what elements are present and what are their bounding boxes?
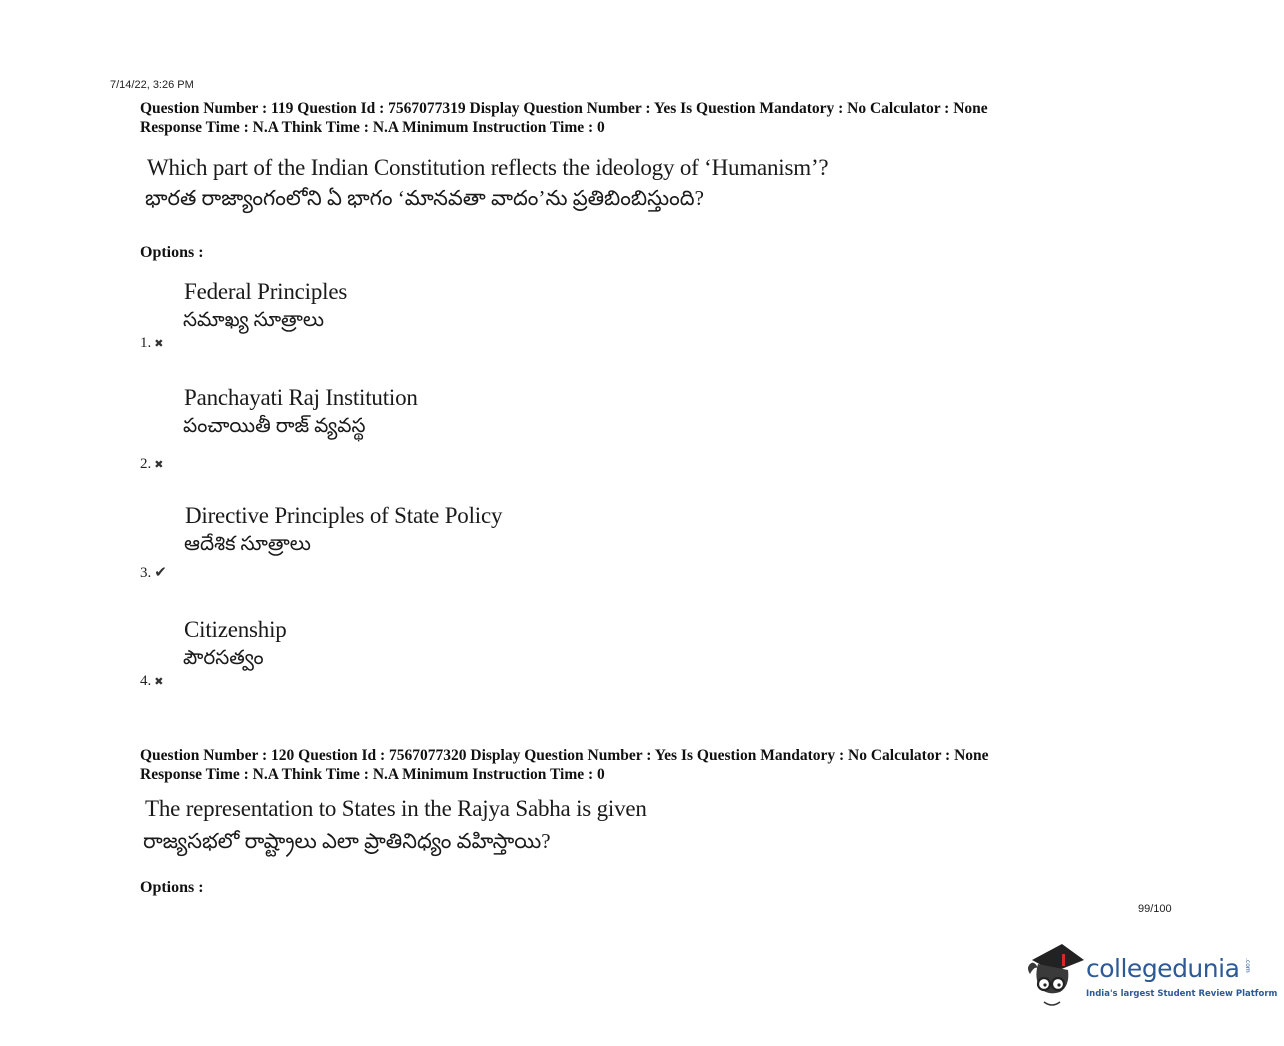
- question-120-text-telugu: రాజ్యసభలో రాష్ట్రాలు ఎలా ప్రాతినిధ్యం వహిస్తాయి?: [143, 829, 551, 853]
- question-120-meta-line2: Response Time : N.A Think Time : N.A Minimum Instruction Time : 0: [140, 766, 605, 783]
- option-2-text-english: Panchayati Raj Institution: [184, 385, 418, 410]
- option-3-text-telugu: ఆదేశిక సూత్రాలు: [184, 533, 311, 555]
- mascot-icon: [1024, 938, 1086, 1010]
- option-4-number-label: 4.: [140, 673, 152, 689]
- question-119-text-telugu: భారత రాజ్యాంగంలోని ఏ భాగం ‘మానవతా వాదం’ను ప్రతిబింబిస్తుంది?: [145, 186, 704, 210]
- option-1-number-label: 1.: [140, 335, 152, 351]
- logo-wordmark: collegedunia: [1086, 954, 1240, 983]
- page-number: 99/100: [1138, 903, 1172, 915]
- option-4-text-telugu: పౌరసత్వం: [183, 647, 264, 669]
- check-icon: ✔: [154, 563, 167, 581]
- cross-icon: ✖: [154, 337, 164, 350]
- option-1-text-telugu: సమాఖ్య సూత్రాలు: [183, 309, 325, 331]
- cross-icon: ✖: [154, 675, 164, 688]
- logo-tagline: India's largest Student Review Platform: [1086, 989, 1278, 999]
- option-3-number: [140, 563, 167, 582]
- option-1-text-english: Federal Principles: [184, 279, 348, 304]
- question-119-text-english: Which part of the Indian Constitution reflects the ideology of ‘Humanism’?: [147, 155, 829, 180]
- option-3-text-english: Directive Principles of State Policy: [185, 503, 503, 528]
- option-2-number: [140, 456, 163, 473]
- option-3-number-label: 3.: [140, 565, 152, 581]
- collegedunia-logo: [1024, 938, 1278, 1010]
- option-2-number-label: 2.: [140, 456, 152, 472]
- question-120-text-english: The representation to States in the Rajya Sabha is given: [145, 796, 647, 821]
- option-4-text-english: Citizenship: [184, 617, 287, 642]
- cross-icon: ✖: [154, 458, 164, 471]
- question-120-meta-line1: Question Number : 120 Question Id : 7567077320 Display Question Number : Yes Is Question Mandatory : No Calculator : None: [140, 747, 989, 764]
- question-119-meta-line2: Response Time : N.A Think Time : N.A Minimum Instruction Time : 0: [140, 119, 605, 136]
- option-2-text-telugu: పంచాయితీ రాజ్ వ్యవస్థ: [183, 415, 366, 437]
- question-119-options-label: Options :: [140, 244, 204, 261]
- logo-domain-suffix: .com: [1244, 958, 1251, 973]
- question-119-meta-line1: Question Number : 119 Question Id : 7567077319 Display Question Number : Yes Is Question Mandatory : No Calculator : None: [140, 100, 988, 117]
- print-timestamp: 7/14/22, 3:26 PM: [110, 79, 194, 91]
- option-4-number: [140, 673, 163, 690]
- question-120-options-label: Options :: [140, 879, 204, 896]
- option-1-number: [140, 335, 163, 352]
